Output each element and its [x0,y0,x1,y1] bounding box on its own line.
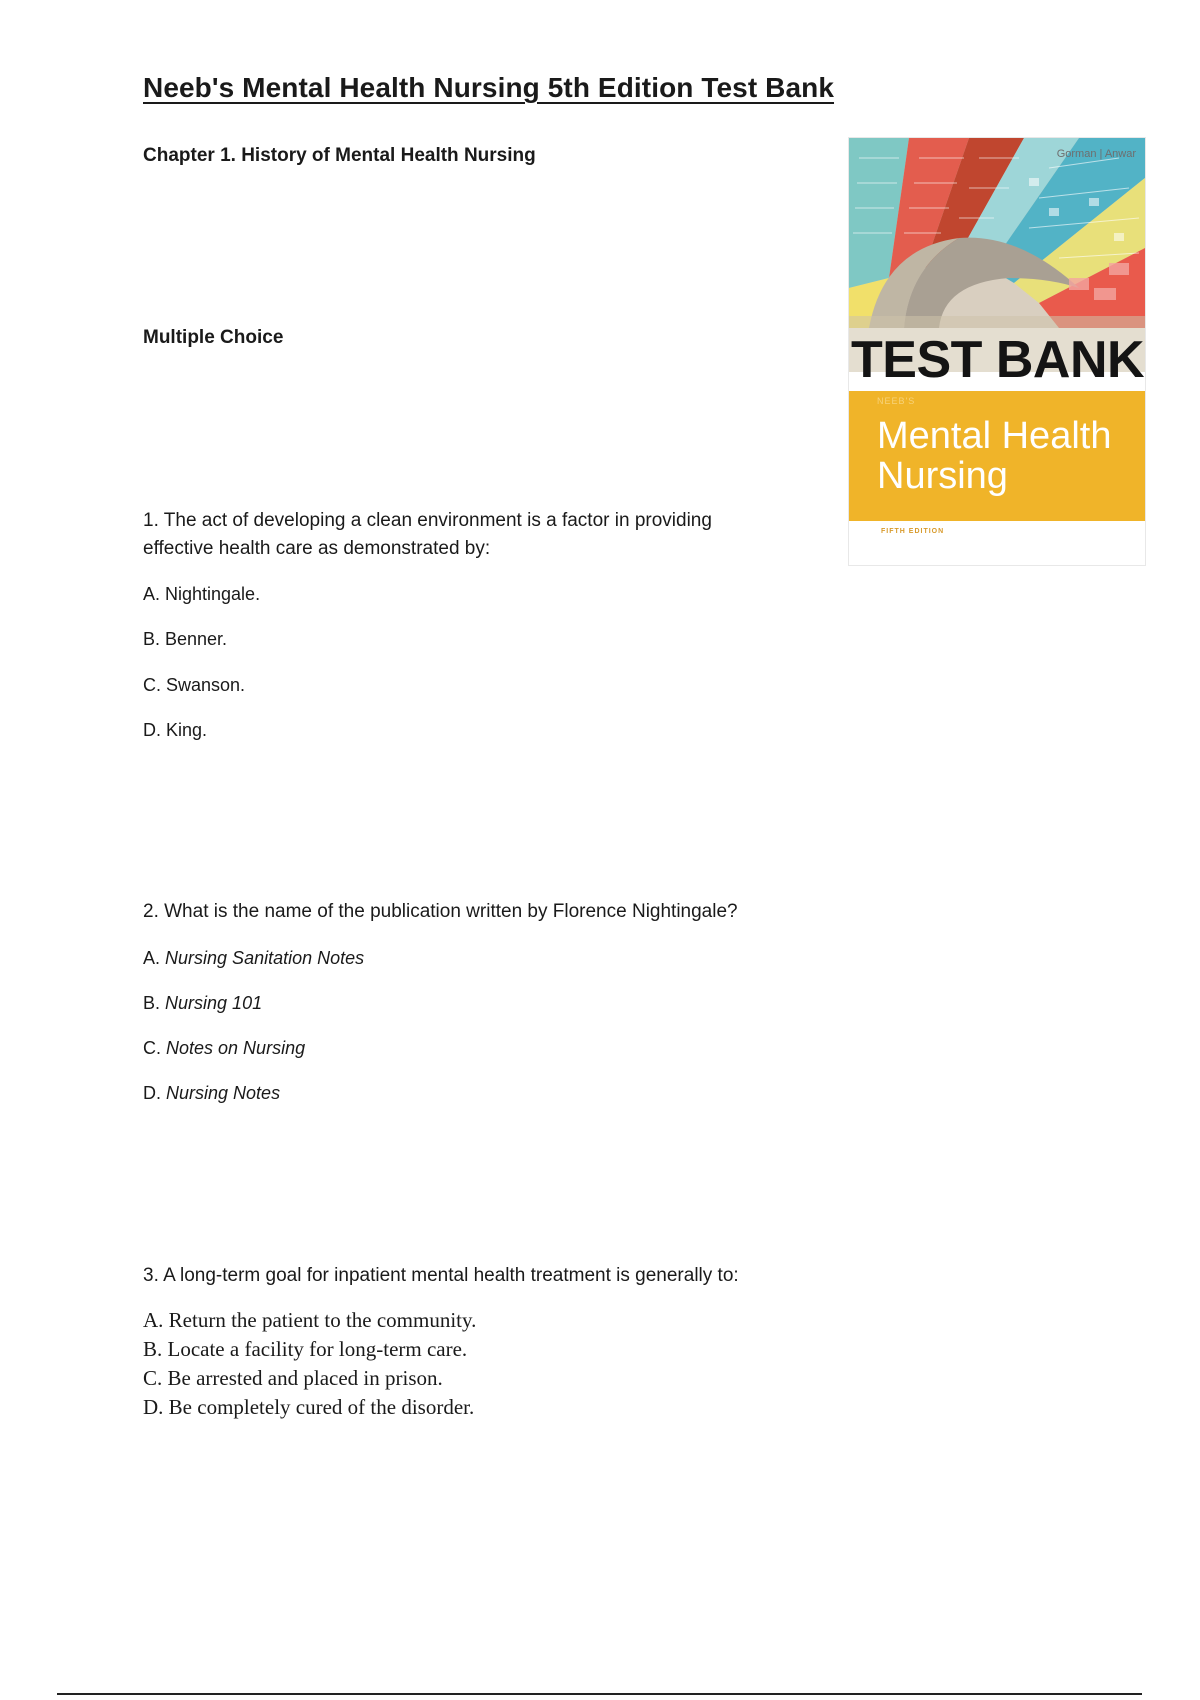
option-letter: D. [143,1083,161,1103]
question-3-option-c: C. Be arrested and placed in prison. [143,1366,443,1390]
cover-test-bank-text: TEST BANK [851,331,1145,389]
question-1-option-d: D. King. [143,720,208,740]
cover-title-line2: Nursing [877,455,1008,497]
cover-series: NEEB'S [877,396,916,406]
question-3-option-a: A. Return the patient to the community. [143,1308,477,1332]
option-letter: C. [143,1038,161,1058]
document-title: Neeb's Mental Health Nursing 5th Edition Test Bank [143,72,835,103]
chapter-heading: Chapter 1. History of Mental Health Nursing [143,145,536,166]
option-title: Notes on Nursing [166,1038,306,1058]
option-title: Nursing 101 [165,993,263,1013]
book-cover-image [848,137,1146,566]
question-1-option-a: A. Nightingale. [143,584,261,604]
cover-authors: Gorman | Anwar [1056,148,1136,160]
cover-title [877,416,1111,496]
question-3-option-b: B. Locate a facility for long-term care. [143,1337,468,1361]
page-bottom-rule [57,1693,1142,1695]
option-title: Nursing Sanitation Notes [165,948,365,968]
question-1-line2: effective health care as demonstrated by: [143,538,491,559]
option-letter: A. [143,948,161,968]
question-1-text [143,507,783,563]
cover-edition: FIFTH EDITION [881,528,945,535]
option-title: Nursing Notes [166,1083,281,1103]
question-1-option-c: C. Swanson. [143,675,246,695]
question-1-option-b: B. Benner. [143,629,228,649]
question-3-option-d: D. Be completely cured of the disorder. [143,1395,475,1419]
option-letter: B. [143,993,161,1013]
question-2-option-c [143,1038,305,1059]
question-3-text: 3. A long-term goal for inpatient mental health treatment is generally to: [143,1265,739,1286]
cover-title-line1: Mental Health [877,415,1112,457]
question-2-option-b [143,993,262,1014]
question-2-option-a [143,948,364,969]
question-1-line1: 1. The act of developing a clean environment is a factor in providing [143,510,712,531]
section-heading: Multiple Choice [143,327,284,348]
question-3-options [143,1306,476,1422]
question-2-text: 2. What is the name of the publication written by Florence Nightingale? [143,901,738,922]
question-2-option-d [143,1083,280,1104]
